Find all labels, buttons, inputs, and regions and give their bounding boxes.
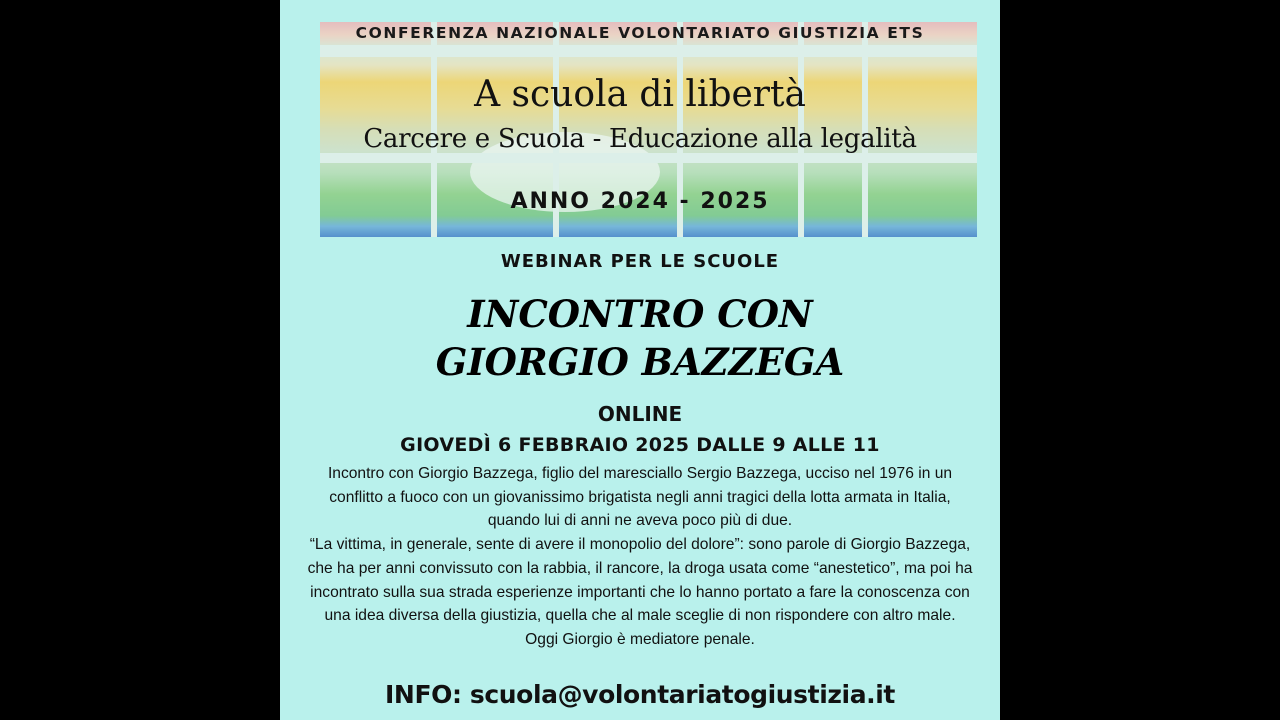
flyer xyxy=(280,0,1000,720)
event-type: WEBINAR PER LE SCUOLE xyxy=(500,251,780,272)
school-year: ANNO 2024 - 2025 xyxy=(510,189,770,214)
contact-info: INFO: scuola@volontariatogiustizia.it xyxy=(385,680,895,709)
event-description xyxy=(306,462,974,652)
event-headline xyxy=(280,290,1000,386)
event-date: GIOVEDÌ 6 FEBBRAIO 2025 DALLE 9 ALLE 11 xyxy=(400,434,880,456)
page-title: A scuola di libertà xyxy=(474,74,806,115)
description-paragraph-2: “La vittima, in generale, sente di avere il monopolio del dolore”: sono parole di Giorgio Bazzega, che ha per anni convissuto con la rabbia, il rancore, la droga usata come “anestetico”, ma poi ha incontrato sulla sua strada esperienze importanti che lo hanno portato a fare la conoscenza con una idea diversa della giustizia, quella che al male sceglie di non rispondere con altro male. Oggi Giorgio è mediatore penale. xyxy=(307,536,973,648)
description-paragraph-1: Incontro con Giorgio Bazzega, figlio del maresciallo Sergio Bazzega, ucciso nel 1976 in un conflitto a fuoco con un giovanissimo brigatista negli anni tragici della lotta armata in Italia, quando lui di anni ne aveva poco più di due. xyxy=(327,465,953,530)
organization-name: CONFERENZA NAZIONALE VOLONTARIATO GIUSTIZIA ETS xyxy=(355,24,925,42)
subtitle: Carcere e Scuola - Educazione alla legalità xyxy=(363,124,917,154)
headline-line-1: INCONTRO CON xyxy=(467,292,813,336)
event-mode: ONLINE xyxy=(597,402,683,426)
headline-line-2: GIORGIO BAZZEGA xyxy=(435,340,845,384)
